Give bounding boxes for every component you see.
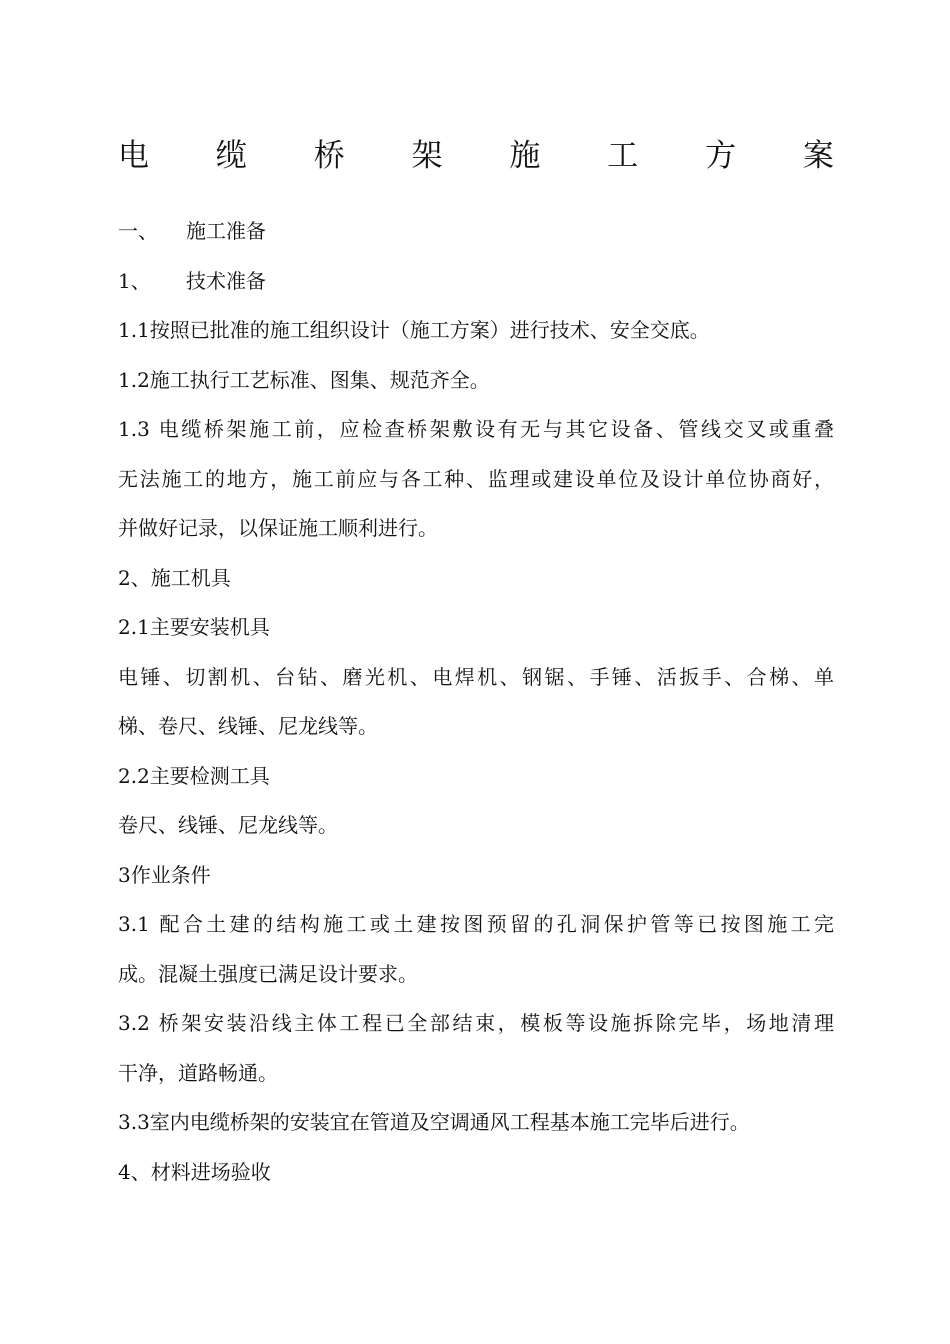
title-char: 缆 [215, 138, 247, 174]
paragraph-1-3-line: 无法施工的地方，施工前应与各工种、监理或建设单位及设计单位协商好， [118, 466, 834, 491]
title-char: 架 [411, 138, 443, 174]
title-char: 方 [705, 138, 737, 174]
title-char: 案 [802, 138, 834, 174]
section-number: 一、 [118, 219, 158, 243]
document-body [118, 207, 834, 1197]
subsection-number: 1、 [118, 268, 151, 293]
paragraph-2-2: 卷尺、线锤、尼龙线等。 [118, 813, 338, 837]
heading-2-2: 2.2主要检测工具 [118, 763, 270, 788]
paragraph-1-3-line: 1.3 电缆桥架施工前，应检查桥架敷设有无与其它设备、管线交叉或重叠 [118, 417, 834, 441]
title-char: 电 [118, 138, 149, 174]
heading-3: 3作业条件 [118, 862, 211, 887]
title-char: 桥 [313, 138, 345, 174]
paragraph-3-1-line: 3.1 配合土建的结构施工或土建按图预留的孔洞保护管等已按图施工完 [118, 912, 834, 936]
paragraph-3-2-line: 干净，道路畅通。 [118, 1060, 278, 1085]
heading-2-1: 2.1主要安装机具 [118, 615, 270, 639]
document-title [118, 134, 834, 178]
title-char: 施 [509, 138, 541, 174]
paragraph-1-2: 1.2施工执行工艺标准、图集、规范齐全。 [118, 367, 490, 392]
heading-2: 2、施工机具 [118, 565, 231, 590]
paragraph-3-1-line: 成。混凝土强度已满足设计要求。 [118, 961, 418, 986]
heading-4: 4、材料进场验收 [118, 1159, 271, 1184]
paragraph-1-1: 1.1按照已批准的施工组织设计（施工方案）进行技术、安全交底。 [118, 318, 710, 342]
section-heading [118, 207, 834, 257]
paragraph-3-2-line: 3.2 桥架安装沿线主体工程已全部结束，模板等设施拆除完毕，场地清理 [118, 1011, 834, 1035]
paragraph-2-1-line: 梯、卷尺、线锤、尼龙线等。 [118, 714, 378, 738]
subsection-title: 技术准备 [186, 268, 266, 293]
paragraph-3-3: 3.3室内电缆桥架的安装宜在管道及空调通风工程基本施工完毕后进行。 [118, 1110, 750, 1134]
paragraph-2-1-line: 电锤、切割机、台钻、磨光机、电焊机、钢锯、手锤、活扳手、合梯、单 [118, 664, 834, 689]
subsection-heading [118, 257, 834, 307]
paragraph-1-3-line: 并做好记录，以保证施工顺利进行。 [118, 516, 438, 540]
section-title: 施工准备 [186, 219, 266, 243]
title-char: 工 [607, 138, 639, 174]
